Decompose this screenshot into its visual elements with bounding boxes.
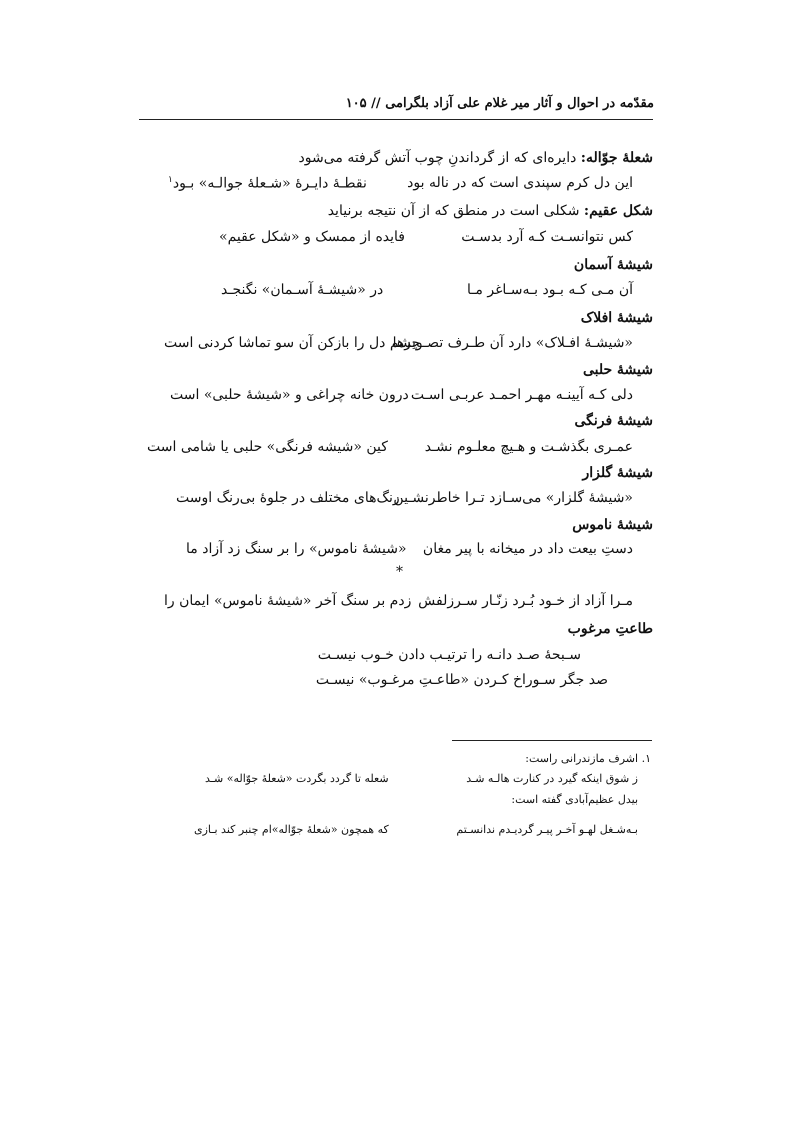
running-header: مقدّمه در احوال و آثار میر غلام علی آزاد بلگرامی // ۱۰۵ [345,96,654,111]
verse-hemistich-1: عمـری بگذشـت و هـیچ معلـوم نشـد [424,439,633,455]
entry-heading: شیشۀ افلاک [580,310,653,326]
entry-heading: شعلۀ جوّاله: [580,150,653,166]
verse-hemistich-1: سـبحۀ صـد دانـه را ترتیـب دادن خـوب نیسـت [317,647,581,663]
verse-hemistich-1: این دل کرم سپندی است که در ناله بود [407,175,633,191]
footnote-2-intro: بیدل عظیم‌آبادی گفته است: [511,793,638,806]
footnote-verse-1a: ز شوق اینکه گیرد در کنارت هالـه شـد [466,772,638,785]
footnote-marker: ۱ [168,175,173,185]
verse-hemistich-4: زدم بر سنگ آخر «شیشۀ ناموس» ایمان را [164,593,412,609]
entry-heading: شیشۀ حلبی [582,362,653,378]
footnote-verse-2a: بـه‌شـغل لهـو آخـر پیـر گردیـدم ندانسـتم [456,823,638,836]
entry-heading: شیشۀ ناموس [572,517,653,533]
footnote-verse-1b: شعله تا گردد بگردت «شعلۀ جوّاله» شـد [205,772,389,785]
footnote-verse-2b: که همچون «شعلۀ جوّاله»ام چنبر کند بـازی [194,823,389,836]
verse-hemistich-1: دستِ بیعت داد در میخانه با پیر مغان [422,541,633,557]
entry-heading: شیشۀ آسمان [573,257,653,273]
entry-heading: شیشۀ فرنگی [574,413,653,429]
verse-hemistich-2: کین «شیشه فرنگی» حلبی یا شامی است [147,439,388,455]
verse-hemistich-2: فایده از ممسک و «شکل عقیم» [219,229,405,245]
verse-hemistich-2: چشم دل را بازکن آن سو تماشا کردنی است [164,335,421,351]
entry-shekl-aqim [328,203,653,219]
verse-hemistich-1: کس نتوانسـت کـه آرد بدسـت [461,229,633,245]
footnote-1-intro: ۱. اشرف مازندرانی راست: [525,752,651,765]
entry-definition: شکلی است در منطق که از آن نتیجه برنیاید [327,203,580,219]
entry-definition: دایره‌ای که از گرداندنِ چوب آتش گرفته می‌شود [298,150,577,166]
verse-hemistich-2 [168,175,367,192]
verse-hemistich-3: مـرا آزاد از خـود بُـرد زنّـار سـرزلفش [418,593,633,609]
header-rule [139,119,653,120]
entry-heading: طاعتِ مرغوب [567,621,653,637]
entry-heading: شیشۀ گلزار [582,465,653,481]
verse-hemistich-1: «شیشۀ گلزار» می‌سـازد تـرا خاطرنشـین [393,490,633,506]
verse-hemistich-2: درون خانه چراغی و «شیشۀ حلبی» است [170,387,409,403]
verse-hemistich-2: رنگ‌های مختلف در جلوۀ بی‌رنگ اوست [176,490,400,506]
entry-heading: شکل عقیم: [583,203,653,219]
verse-hemistich-1: آن مـی کـه بـود بـه‌سـاغر مـا [467,282,633,298]
entry-shole-javvale [299,150,654,166]
verse-separator: * [396,564,403,580]
footnote-rule [452,740,652,741]
verse-hemistich-1: دلی کـه آیینـه مهـر احمـد عربـی اسـت [410,387,633,403]
verse-hemistich-2: صد جگر سـوراخ کـردن «طاعـتِ مرغـوب» نیسـت [315,672,608,688]
verse-hemistich-1: «شیشـۀ افـلاک» دارد آن طـرف تصـویرها [392,335,633,351]
verse-hemistich-2: در «شیشـۀ آسـمان» نگنجـد [221,282,384,298]
verse-hemistich-2: «شیشۀ ناموس» را بر سنگ زد آزاد ما [186,541,407,557]
verse-hemistich-text: نقطـۀ دایـرۀ «شـعلۀ جوالـه» بـود [172,175,367,192]
